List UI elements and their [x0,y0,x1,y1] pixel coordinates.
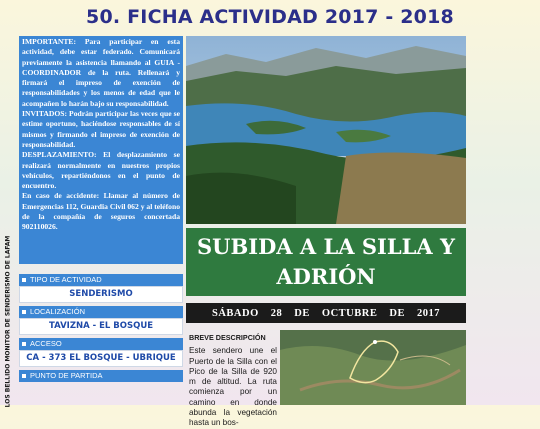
info-paragraph-desplazamiento: DESPLAZAMIENTO: El desplazamiento se realizará normalmente en nuestros propios vehículos, repartiéndonos en el punto de encuentro. [22,150,180,191]
date-day: 28 [270,307,283,319]
description-text: Este sendero une el Puerto de la Silla con el Pico de la Silla de 920 m de altitud. La ruta comienza por un camino en donde abunda la vegetación hasta un bos- [189,346,277,428]
field-label: TIPO DE ACTIVIDAD [30,275,102,284]
info-paragraph-invitados: INVITADOS: Podrán participar las veces que se estime oportuno, haciéndose responsables de sí mismos y firmando el impreso de exención de responsabilidad. [22,109,180,149]
page-title: 50. FICHA ACTIVIDAD 2017 - 2018 [86,6,454,28]
field-tipo [19,274,183,303]
field-localizacion [19,306,183,335]
landscape-photo [186,36,466,224]
field-value: CA - 373 EL BOSQUE - UBRIQUE [19,350,183,367]
field-value: SENDERISMO [19,286,183,303]
date-bar [186,303,466,323]
landscape-illustration [186,36,466,224]
activity-title-line2: ADRIÓN [276,264,376,289]
bullet-icon [22,278,26,282]
field-punto-partida [19,370,183,382]
description [189,333,277,429]
info-box [19,36,183,264]
date-year: 2017 [416,307,440,319]
route-map [280,330,466,405]
date-weekday: SÁBADO [212,307,259,319]
activity-title [186,228,466,296]
info-paragraph-important: IMPORTANTE: Para participar en esta actividad, debe estar federado. Comunicará previamente la asistencia llamando al GUIA -COORDINADOR de la ruta. Rellenará y firmará el impreso de exención de responsabilidades y los menos de edad que le acompañen lo harán bajo su responsabilidad. [22,37,180,108]
bullet-icon [22,374,26,378]
side-credit: LOS BELLIDO MONITOR DE SENDERISMO DE LAFAM [4,235,12,408]
date-de-2: DE [389,307,405,319]
route-map-illustration [280,330,466,405]
activity-title-line1: SUBIDA A LA SILLA Y [197,234,455,259]
field-label: ACCESO [30,339,62,348]
date-month: OCTUBRE [321,307,378,319]
activity-fields [19,274,183,385]
field-acceso [19,338,183,367]
bullet-icon [22,342,26,346]
info-paragraph-accidente: En caso de accidente: Llamar al número de Emergencias 112, Guardia Civil 062 y al teléfono de la compañía de seguros concertada 902110026. [22,191,180,232]
bullet-icon [22,310,26,314]
field-label: LOCALIZACIÓN [30,307,86,316]
description-title: BREVE DESCRIPCIÓN [189,333,266,342]
field-label: PUNTO DE PARTIDA [30,371,103,380]
date-de-1: DE [294,307,310,319]
field-value: TAVIZNA - EL BOSQUE [19,318,183,335]
